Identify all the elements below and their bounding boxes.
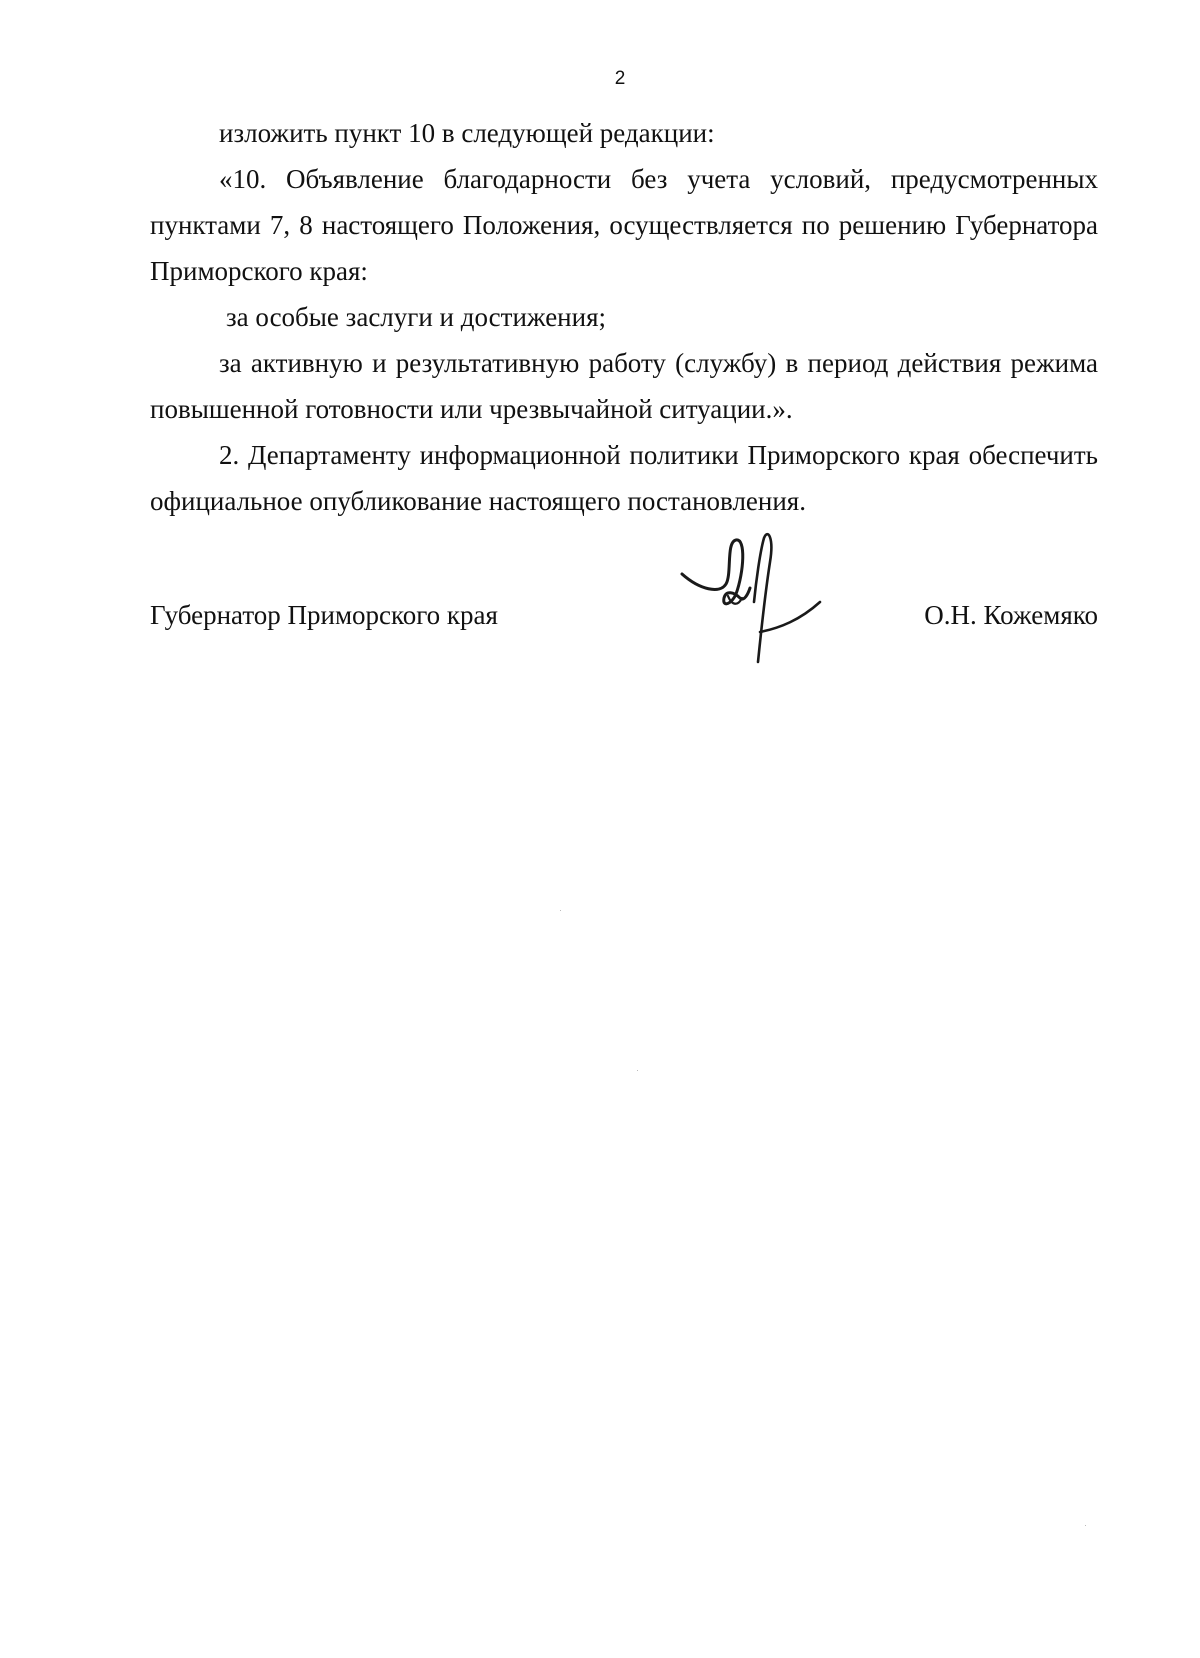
paragraph-active-work: за активную и результативную работу (службу) в период действия режима повышенной готовности или чрезвычайной ситуации.». xyxy=(150,348,1098,424)
signatory-title: Губернатор Приморского края xyxy=(150,600,498,630)
scan-speck xyxy=(1085,1525,1086,1526)
page-number: 2 xyxy=(614,68,626,89)
paragraph-intro: изложить пункт 10 в следующей редакции: xyxy=(219,118,715,148)
paragraph-publication: 2. Департаменту информационной политики Приморского края обеспечить официальное опубликование настоящего постановления. xyxy=(150,440,1098,516)
document-body xyxy=(150,110,1098,524)
paragraph-point-10: «10. Объявление благодарности без учета условий, предусмотренных пунктами 7, 8 настоящего Положения, осуществляется по решению Губернатора Приморского края: xyxy=(150,164,1098,286)
signature-block xyxy=(150,600,1098,640)
handwritten-signature-icon xyxy=(670,532,830,672)
scan-speck xyxy=(637,1070,638,1071)
paragraph-merits: за особые заслуги и достижения; xyxy=(226,302,606,332)
scan-speck xyxy=(560,910,561,911)
signatory-name: О.Н. Кожемяко xyxy=(924,600,1098,630)
